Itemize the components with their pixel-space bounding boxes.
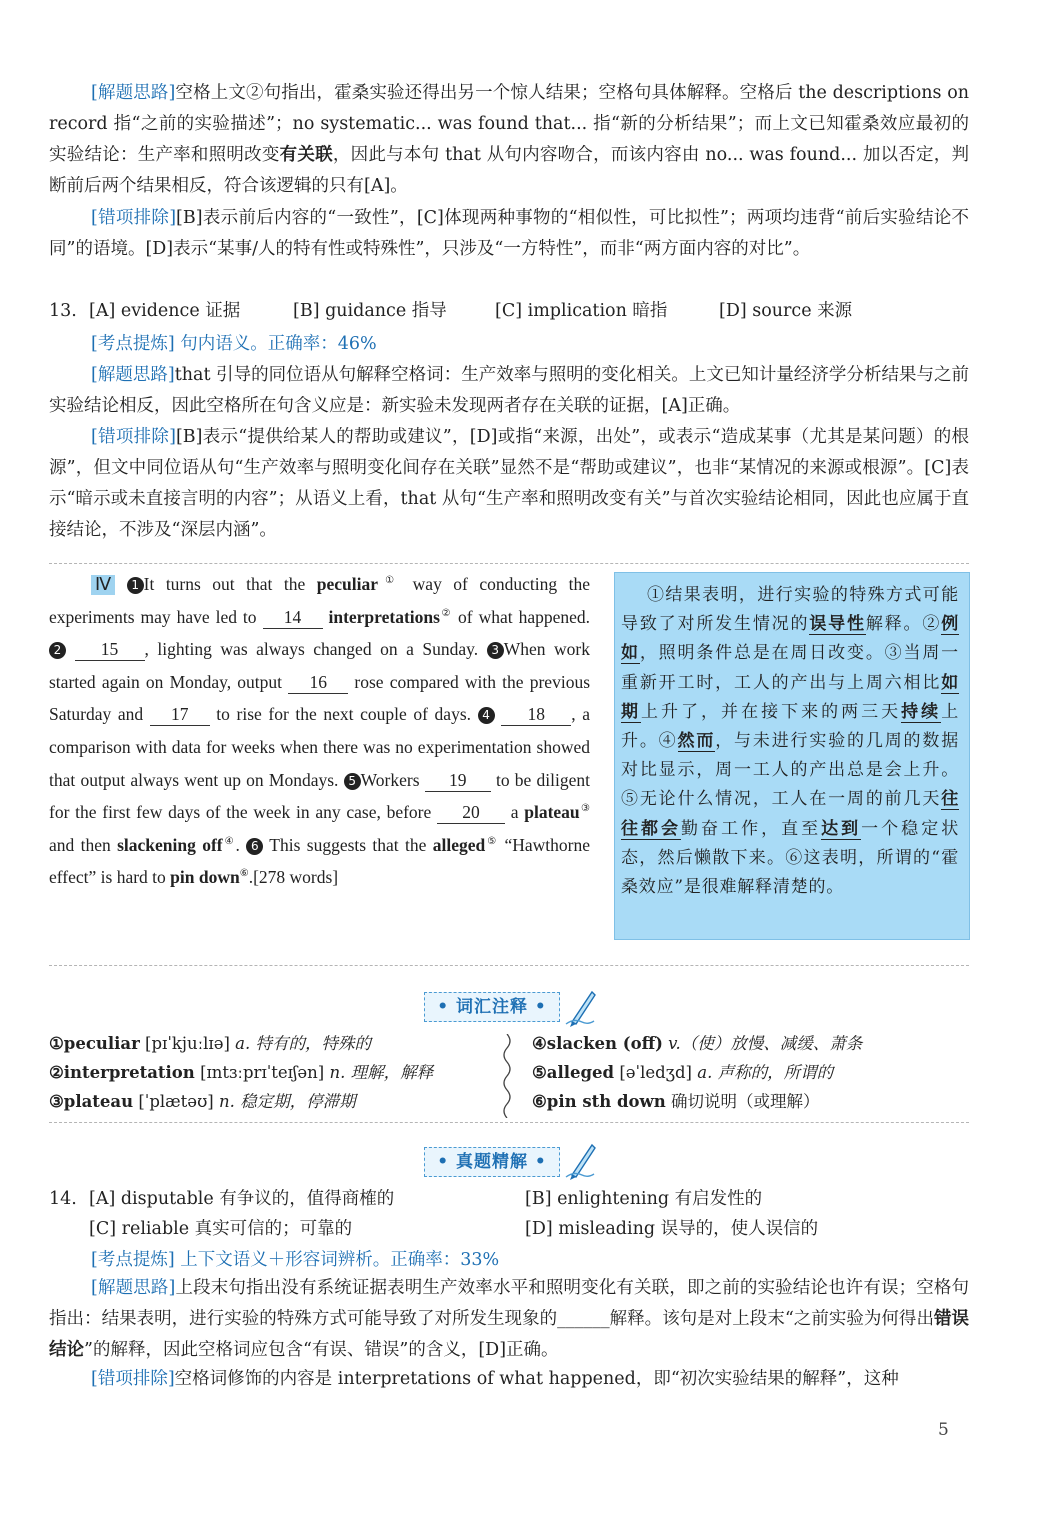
vocab-item	[532, 1059, 833, 1088]
translation-t4: 上升了，并在接下来的两三天	[641, 701, 902, 722]
translation-t2: 解释。②	[865, 614, 942, 635]
q12-thinking-bold: 有关联	[279, 145, 333, 165]
q12-exclude-text: [B]表示前后内容的“一致性”，[C]体现两种事物的“相似性，可比拟性”；两项均违背“前后实验结论不同”的语境。[D]表示“某事/人的特有性或特殊性”，只涉及“一方特性”，而非“两方面内容的对比”。	[49, 208, 970, 259]
q12-exclude	[49, 203, 969, 265]
answers-section-title: • 真题精解 •	[424, 1147, 560, 1177]
vocab-definition: a. 声称的，所谓的	[697, 1063, 834, 1082]
vocab-item	[49, 1059, 433, 1088]
q13-option-b: [B] guidance 指导	[293, 301, 447, 321]
blank-20[interactable]: 20	[437, 801, 505, 824]
q13-exclude	[49, 422, 969, 546]
note-marker: ⑤	[485, 835, 499, 847]
vocab-phonetic: [ˈplætəʊ]	[138, 1092, 214, 1111]
passage-text: Ⅳ 1 It turns out that the peculiar① way of conducting the experiments may have led to 14 interpretations② of what happened. 2 15 , lighting was always changed on a Sunday. 3 When work started again on Monday, output 16 rose compared with the previous Saturday and 17 to rise for the next couple of days. 4 18 , a comparison with data for weeks when there was no experimentation showed that output always went up on Mondays. 5 Workers 19 to be diligent for the first few days of the week in any case, before 20 a plateau③ and then slackening off④. 6 This suggests that the alleged⑤ “Hawthorne effect” is hard to pin down⑥.[278 words]	[49, 574, 591, 888]
vocab-word: ①peculiar	[49, 1034, 140, 1053]
wavy-divider	[499, 1034, 515, 1118]
q12-thinking-text: 空格上文②句指出，霍桑实验还得出另一个惊人结果；空格句具体解释。空格后 the descriptions on record 指“之前的实验描述”；no systematic... was found that... 指“新的分析结果”；而上文已知霍桑效应最初的实验结论：生产率和照明改变	[49, 83, 969, 165]
q13-thinking	[49, 360, 969, 422]
blank-15[interactable]: 15	[75, 638, 145, 661]
q13-option-a: [A] evidence 证据	[89, 301, 241, 321]
vocab-word: ②interpretation	[49, 1063, 195, 1082]
sentence-marker-3: 3	[487, 642, 504, 659]
vocab-definition: n. 稳定期，停滞期	[219, 1092, 356, 1111]
vocab-word: ⑤alleged	[532, 1063, 615, 1082]
blank-18[interactable]: 18	[501, 703, 571, 726]
blank-17[interactable]: 17	[150, 703, 210, 726]
passage-s6b: “Hawthorne effect” is hard to	[49, 834, 591, 888]
vocab-definition: 确切说明（或理解）	[670, 1092, 820, 1111]
page-number: 5	[938, 1420, 949, 1440]
translation-t1: ①结果表明，进行实验的特殊方式可能导致了对所发生情况的	[621, 585, 959, 635]
translation-t5: 上升。④	[621, 701, 959, 752]
passage-s3b: rose compared with the previous Saturday and	[49, 671, 590, 725]
divider	[49, 965, 969, 966]
thinking-tag: [解题思路]	[91, 1278, 176, 1298]
vocab-phonetic: [ɪntɜːprɪˈteɪʃən]	[200, 1063, 325, 1082]
exclude-tag: [错项排除]	[91, 1369, 175, 1389]
passage-s2: , lighting was always changed on a Sunday.	[144, 639, 479, 660]
q13-option-d: [D] source 来源	[719, 301, 853, 321]
vocab-definition: a. 特有的，特殊的	[235, 1034, 371, 1053]
passage-s5a: Workers	[360, 769, 425, 790]
sentence-marker-5: 5	[344, 773, 361, 790]
vocab-item	[532, 1030, 862, 1059]
passage-s5c: a	[504, 802, 525, 823]
note-marker: ②	[439, 607, 453, 619]
thinking-tag: [解题思路]	[91, 83, 176, 103]
note-marker: ①	[378, 575, 402, 587]
vocab-word: ③plateau	[49, 1092, 134, 1111]
passage-s3a: When work started again on Monday, output	[49, 639, 590, 692]
vocab-item	[532, 1088, 819, 1117]
q14-thinking-bold: 错误结论	[49, 1309, 970, 1360]
translation-box	[614, 572, 970, 940]
vocab-word: ④slacken (off)	[532, 1034, 663, 1053]
q13-number: 13.	[49, 301, 77, 321]
translation-u6: 往往都会	[621, 789, 959, 839]
translation-t7: 勤奋工作，直至	[681, 818, 822, 839]
note-marker: ⑥	[239, 868, 249, 880]
vocab-phonetic: [əˈledʒd]	[619, 1063, 692, 1082]
translation-t8: 一个稳定状态，然后懒散下来。⑥这表明，所谓的“霍桑效应”是很难解释清楚的。	[621, 818, 959, 898]
translation-u1: 误导性	[809, 614, 866, 635]
q14-thinking-text2: ”的解释，因此空格词应包含“有误、错误”的含义，[D]正确。	[84, 1340, 559, 1360]
passage-s6a: This suggests that the	[269, 834, 433, 855]
section-roman-numeral: Ⅳ	[91, 575, 115, 595]
thinking-tag: [解题思路]	[91, 365, 175, 385]
passage-s1b: way of conducting the experiments may have led to	[49, 574, 590, 627]
q13-thinking-text: that 引导的同位语从句解释空格词：生产效率与照明的变化相关。上文已知计量经济学分析结果与之前实验结论相反，因此空格所在句含义应是：新实验未发现两者存在关联的证据，[A]正确。	[49, 365, 969, 416]
q14-options	[49, 1184, 969, 1246]
word-count: .[278 words]	[248, 867, 339, 888]
q14-thinking-text: 上段末句指出没有系统证据表明生产效率水平和照明变化有关联，即之前的实验结论也许有误；空格句指出：结果表明，进行实验的特殊方式可能导致了对所发生现象的______解释。该句是对上段末“之前实验为何得出	[49, 1278, 969, 1329]
translation-t3: ，照明条件总是在周日改变。③当周一重新开工时，工人的产出与上周六相比	[621, 643, 959, 693]
passage-s5d: and then	[49, 834, 118, 855]
pen-icon	[564, 988, 598, 1028]
sentence-marker-1: 1	[127, 577, 144, 594]
vocab-word: ⑥pin sth down	[532, 1092, 666, 1111]
q14-option-d: [D] misleading 误导的，使人误信的	[525, 1219, 819, 1239]
passage-s5b: to be diligent for the first few days of the week in any case, before	[49, 769, 590, 823]
vocab-item	[49, 1030, 371, 1059]
translation-u7: 达到	[821, 818, 862, 839]
vocab-alleged: alleged	[432, 834, 486, 855]
exclude-tag: [错项排除]	[91, 208, 177, 228]
vocab-plateau: plateau	[524, 802, 580, 823]
q13-options	[49, 296, 969, 327]
vocab-pin-down: pin down	[170, 867, 240, 888]
q14-thinking	[49, 1273, 969, 1366]
exclude-tag: [错项排除]	[91, 427, 176, 447]
q14-keypoint: [考点提炼] 上下文语义＋形容词辨析。正确率：33%	[91, 1250, 500, 1270]
passage-s1c: of what happened.	[452, 606, 591, 627]
vocab-item	[49, 1088, 356, 1117]
passage-s3c: to rise for the next couple of days.	[209, 704, 472, 725]
translation-u2: 例如	[621, 614, 960, 664]
translation-u4: 持续	[901, 701, 942, 722]
blank-14[interactable]: 14	[263, 606, 323, 629]
q13-keypoint: [考点提炼] 句内语义。正确率：46%	[91, 334, 377, 354]
q13-option-c: [C] implication 暗指	[495, 301, 668, 321]
passage-s4: , a comparison with data for weeks when there was no experimentation showed that output always went up on Mondays.	[49, 704, 590, 790]
q14-option-a: [A] disputable 有争议的，值得商榷的	[89, 1189, 395, 1209]
q14-number: 14.	[49, 1189, 77, 1209]
translation-u5: 然而	[677, 731, 716, 752]
blank-16[interactable]: 16	[288, 671, 348, 694]
vocab-slacken: slackening off	[117, 834, 223, 855]
note-marker: ④	[222, 835, 236, 847]
vocab-definition: v.（使）放慢、减缓、萧条	[668, 1034, 863, 1053]
vocab-section-title: • 词汇注释 •	[424, 992, 560, 1022]
vocab-interpretations: interpretations	[328, 606, 440, 627]
vocab-definition: n. 理解，解释	[329, 1063, 434, 1082]
vocab-peculiar: peculiar	[316, 574, 378, 594]
q14-exclude	[49, 1364, 969, 1395]
sentence-marker-4: 4	[478, 707, 495, 724]
blank-19[interactable]: 19	[425, 769, 491, 792]
q12-thinking	[49, 78, 969, 202]
sentence-marker-2: 2	[49, 642, 66, 659]
pen-icon	[564, 1141, 598, 1181]
passage-s1a: It turns out that the	[143, 574, 317, 594]
divider	[49, 563, 969, 564]
divider	[49, 1122, 969, 1123]
vocab-phonetic: [pɪˈkjuːlɪə]	[145, 1034, 230, 1053]
note-marker: ③	[579, 803, 590, 815]
translation-t6: ，与未进行实验的几周的数据对比显示，周一工人的产出总是会上升。⑤无论什么情况，工人在一周的前几天	[621, 731, 959, 810]
translation-u3: 如期	[621, 672, 959, 722]
q14-exclude-text: 空格词修饰的内容是 interpretations of what happened，即“初次实验结果的解释”，这种	[174, 1369, 899, 1389]
q13-exclude-text: [B]表示“提供给某人的帮助或建议”，[D]或指“来源，出处”，或表示“造成某事（尤其是某问题）的根源”，但文中同位语从句“生产效率与照明变化间存在关联”显然不是“帮助或建议”，也非“某情况的来源或根源”。[C]表示“暗示或未直接言明的内容”；从语义上看，that 从句“生产率和照明改变有关”与首次实验结论相同，因此也应属于直接结论，不涉及“深层内涵”。	[49, 427, 969, 540]
q12-thinking-text2: ，因此与本句 that 从句内容吻合，而该内容由 no... was found... 加以否定，判断前后两个结果相反，符合该逻辑的只有[A]。	[49, 145, 970, 196]
q14-option-b: [B] enlightening 有启发性的	[525, 1189, 763, 1209]
sentence-marker-6: 6	[246, 838, 263, 855]
q14-option-c: [C] reliable 真实可信的；可靠的	[89, 1219, 353, 1239]
